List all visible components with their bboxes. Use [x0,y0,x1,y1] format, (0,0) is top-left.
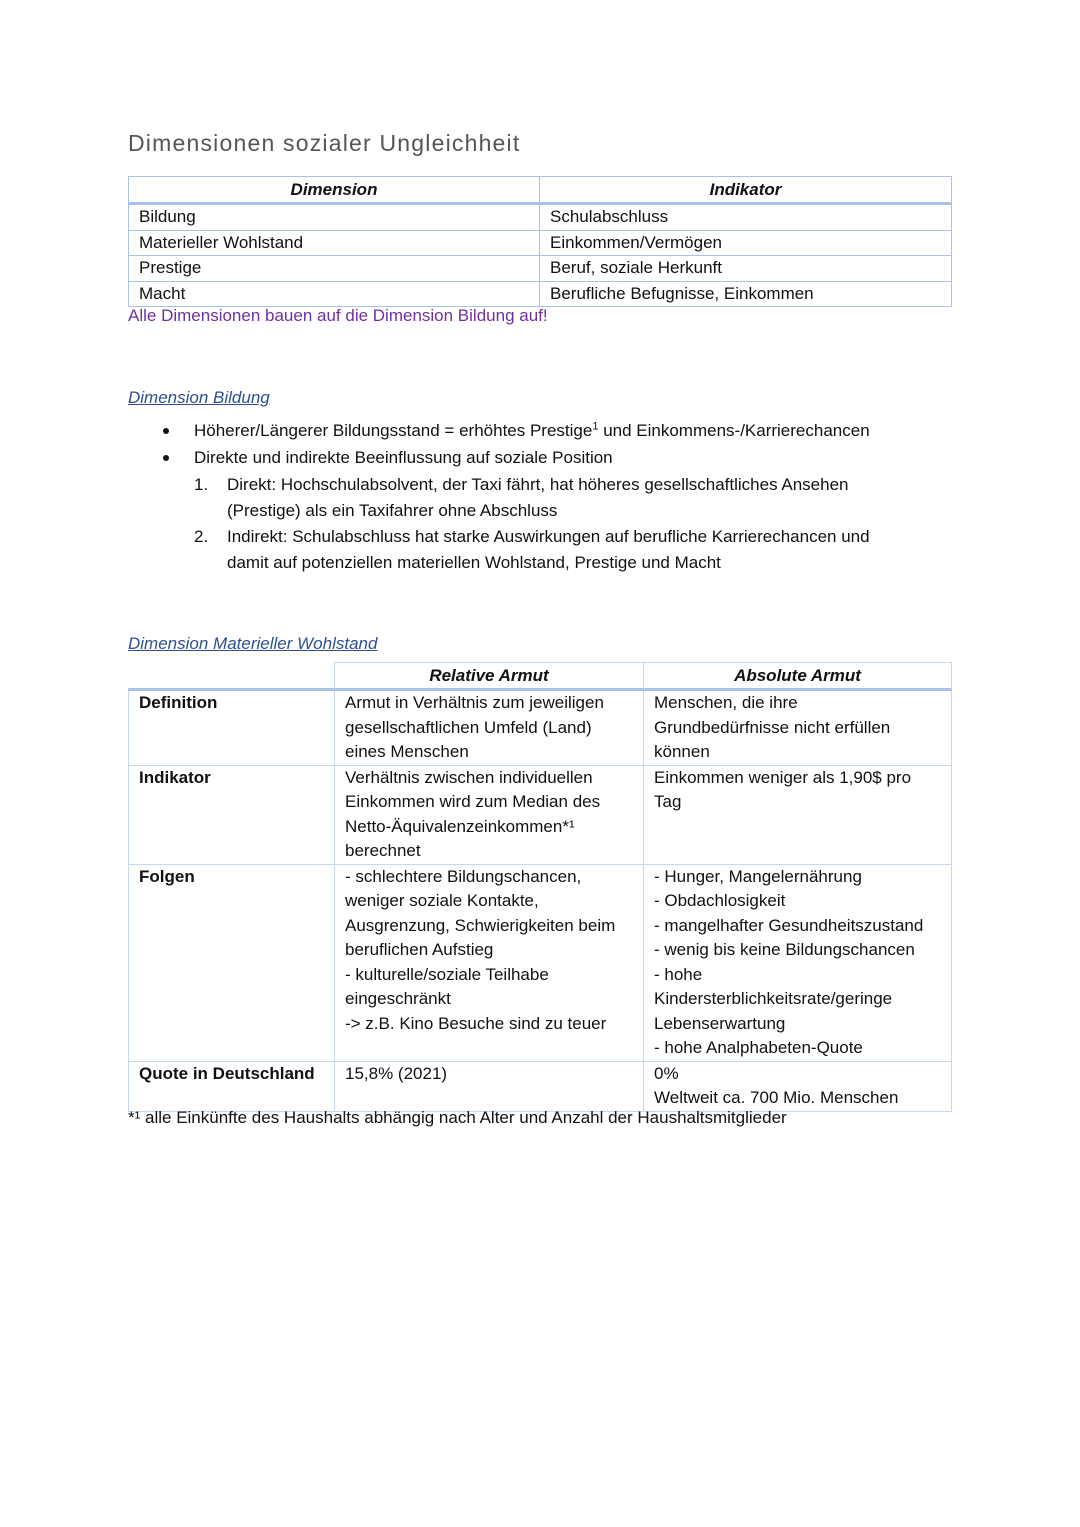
cell-line: Armut in Verhältnis zum jeweiligen [345,693,604,712]
cell-line: Grundbedürfnisse nicht erfüllen [654,717,891,737]
cell-line: berechnet [345,841,421,860]
table-cell: Einkommen/Vermögen [540,230,952,256]
list-item-line: damit auf potenziellen materiellen Wohlstand, Prestige und Macht [227,553,721,572]
table-cell-relative [335,864,644,1061]
cell-line: können [654,742,710,761]
list-number: 2. [194,527,209,546]
table-cell: Bildung [129,204,540,231]
table-cell-relative [335,1061,644,1111]
table-cell: Prestige [129,256,540,282]
table-row [129,690,952,766]
table-row [129,1061,952,1111]
cell-line: - Hunger, Mangelernährung [654,866,862,886]
cell-line: - wenig bis keine Bildungschancen [654,940,915,959]
cell-line: Tag [654,792,682,811]
cell-line: 15,8% (2021) [345,1063,448,1083]
cell-line: eines Menschen [345,742,469,761]
table-cell: Beruf, soziale Herkunft [540,256,952,282]
cell-line: Netto-Äquivalenzeinkommen*¹ [345,816,575,836]
cell-line: - hohe [654,964,703,984]
column-header: Indikator [540,177,952,204]
table-row [129,281,952,307]
row-label: Definition [129,690,335,766]
cell-line: Kindersterblichkeitsrate/geringe [654,989,893,1008]
row-label: Quote in Deutschland [129,1061,335,1111]
section-heading-bildung: Dimension Bildung [128,388,270,407]
column-header-empty [129,663,335,690]
cell-line: beruflichen Aufstieg [345,940,494,959]
row-label: Folgen [129,864,335,1061]
list-item-line: Direkt: Hochschulabsolvent, der Taxi fährt, hat höheres gesellschaftliches Ansehen [227,475,849,494]
column-header: Relative Armut [335,663,644,690]
cell-line: -> z.B. Kino Besuche sind zu teuer [345,1013,607,1033]
bullet-text: Höherer/Längerer Bildungsstand = erhöhtes Prestige [194,421,593,440]
cell-line: Einkommen wird zum Median des [345,792,601,811]
table-cell: Schulabschluss [540,204,952,231]
table-row [129,204,952,231]
table-row [129,230,952,256]
table-cell-relative [335,765,644,864]
section-heading-wohlstand: Dimension Materieller Wohlstand [128,634,378,653]
table-cell: Berufliche Befugnisse, Einkommen [540,281,952,307]
cell-line: Verhältnis zwischen individuellen [345,767,593,787]
table-cell-absolute [644,765,952,864]
bullet-icon [163,455,169,461]
cell-line: gesellschaftlichen Umfeld (Land) [345,717,592,737]
cell-line: Lebenserwartung [654,1013,786,1033]
bullet-icon [163,428,169,434]
cell-line: 0% [654,1063,679,1083]
footnote [128,1108,787,1128]
footnote-ref: 1 [592,420,599,433]
table-header-row [129,663,952,690]
bullet-text-after: und Einkommens-/Karrierechancen [598,421,870,440]
row-label: Indikator [129,765,335,864]
column-header: Dimension [129,177,540,204]
table-row [129,765,952,864]
cell-line: weniger soziale Kontakte, [345,891,539,910]
cell-line: Weltweit ca. 700 Mio. Menschen [654,1088,899,1107]
cell-line: eingeschränkt [345,989,451,1008]
table-cell-absolute [644,864,952,1061]
list-item-line: (Prestige) als ein Taxifahrer ohne Abschluss [227,501,558,520]
list-number: 1. [194,475,209,494]
bullet-item: Direkte und indirekte Beeinflussung auf soziale Position [194,448,613,467]
page-title: Dimensionen sozialer Ungleichheit [128,130,521,156]
cell-line: Ausgrenzung, Schwierigkeiten beim [345,915,616,935]
table-cell: Materieller Wohlstand [129,230,540,256]
column-header: Absolute Armut [644,663,952,690]
footnote-text: alle Einkünfte des Haushalts abhängig nach Alter und Anzahl der Haushaltsmitglieder [140,1108,787,1127]
cell-line: Einkommen weniger als 1,90$ pro [654,767,912,787]
table-cell-absolute [644,1061,952,1111]
footnote-marker: *¹ [128,1108,141,1127]
table-cell-relative [335,690,644,766]
cell-line: - mangelhafter Gesundheitszustand [654,915,924,935]
table-cell-absolute [644,690,952,766]
table-row [129,256,952,282]
cell-line: - schlechtere Bildungschancen, [345,866,582,886]
table-row [129,864,952,1061]
armut-table [128,662,952,1112]
dimensions-table [128,176,952,307]
table-header-row [129,177,952,204]
cell-line: Menschen, die ihre [654,693,798,712]
cell-line: - kulturelle/soziale Teilhabe [345,964,549,984]
bullet-item [194,418,870,444]
cell-line: - Obdachlosigkeit [654,891,786,910]
cell-line: - hohe Analphabeten-Quote [654,1038,863,1057]
list-item-line: Indirekt: Schulabschluss hat starke Auswirkungen auf berufliche Karrierechancen und [227,527,870,546]
purple-note: Alle Dimensionen bauen auf die Dimension Bildung auf! [128,306,548,325]
table-cell: Macht [129,281,540,307]
